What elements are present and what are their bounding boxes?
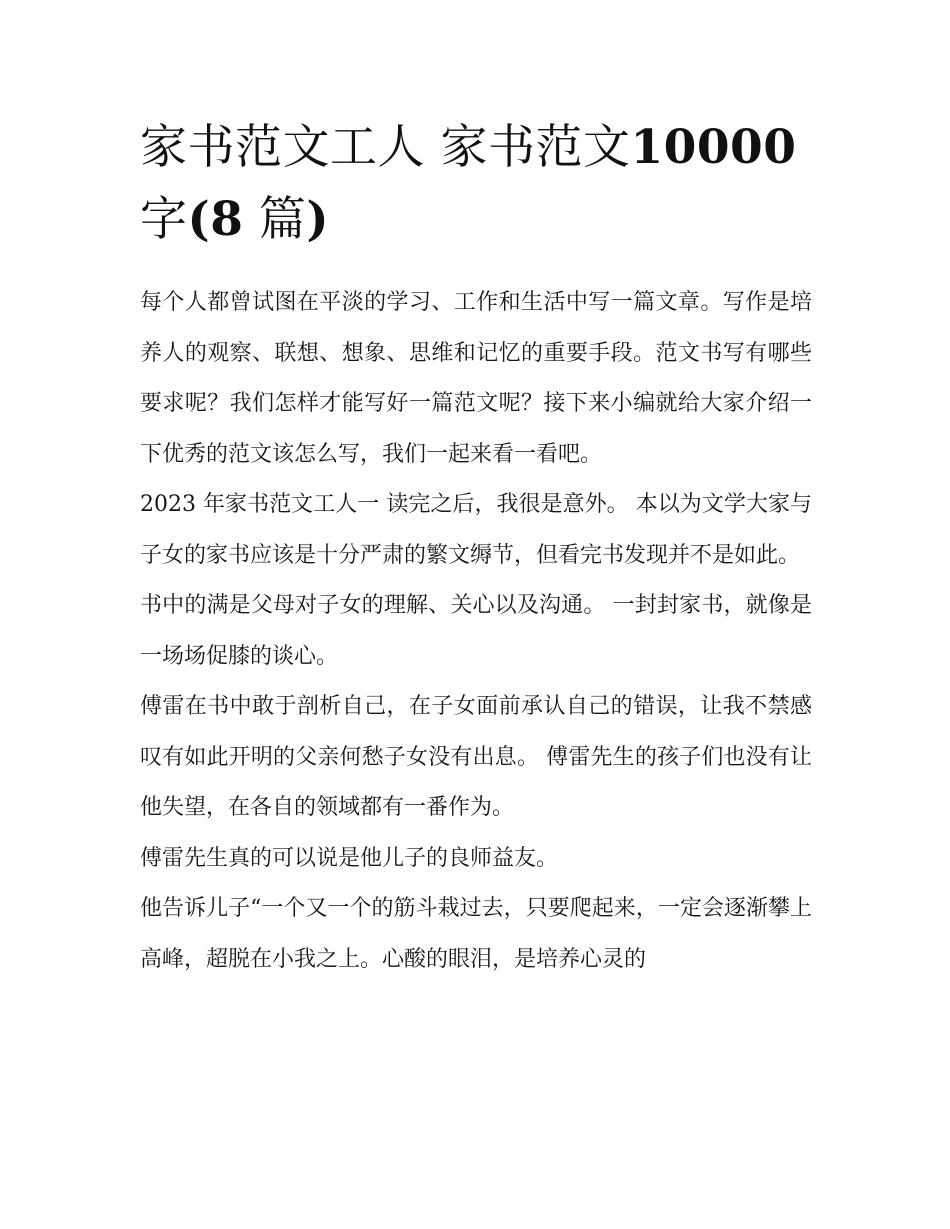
title-text-3: 篇 <box>258 192 307 247</box>
title-number: 10000 <box>630 120 797 175</box>
title-close-paren: ) <box>306 192 330 247</box>
paragraph-2023: 2023 年家书范文工人一 读完之后，我很是意外。 本以为文学大家与子女的家书应该是十分严肃的繁文缛节，但看完书发现并不是如此。 <box>140 492 812 568</box>
title-text-2: 字 <box>140 192 188 247</box>
paragraph-fu-lei: 傅雷在书中敢于剖析自己，在子女面前承认自己的错误，让我不禁感叹有如此开明的父亲何愁子女没有出息。 傅雷先生的孩子们也没有让他失望，在各自的领域都有一番作为。 <box>140 694 812 820</box>
document-content <box>140 112 812 985</box>
paragraph-intro: 每个人都曾试图在平淡的学习、工作和生活中写一篇文章。写作是培养人的观察、联想、想象、思维和记忆的重要手段。范文书写有哪些要求呢？我们怎样才能写好一篇范文呢？接下来小编就给大家介绍一下优秀的范文该怎么写，我们一起来看一看吧。 <box>140 290 812 467</box>
title-count: (8 <box>187 192 244 247</box>
title-text-1: 家书范文工人 家书范文 <box>140 120 631 175</box>
document-title <box>140 112 812 256</box>
paragraph-understanding: 书中的满是父母对子女的理解、关心以及沟通。 一封封家书，就像是一场场促膝的谈心。 <box>140 593 812 669</box>
paragraph-quote: 他告诉儿子“一个又一个的筋斗栽过去，只要爬起来，一定会逐渐攀上高峰，超脱在小我之上。心酸的眼泪，是培养心灵的 <box>140 896 812 972</box>
paragraph-mentor: 傅雷先生真的可以说是他儿子的良师益友。 <box>140 845 559 871</box>
document-body <box>140 278 812 985</box>
